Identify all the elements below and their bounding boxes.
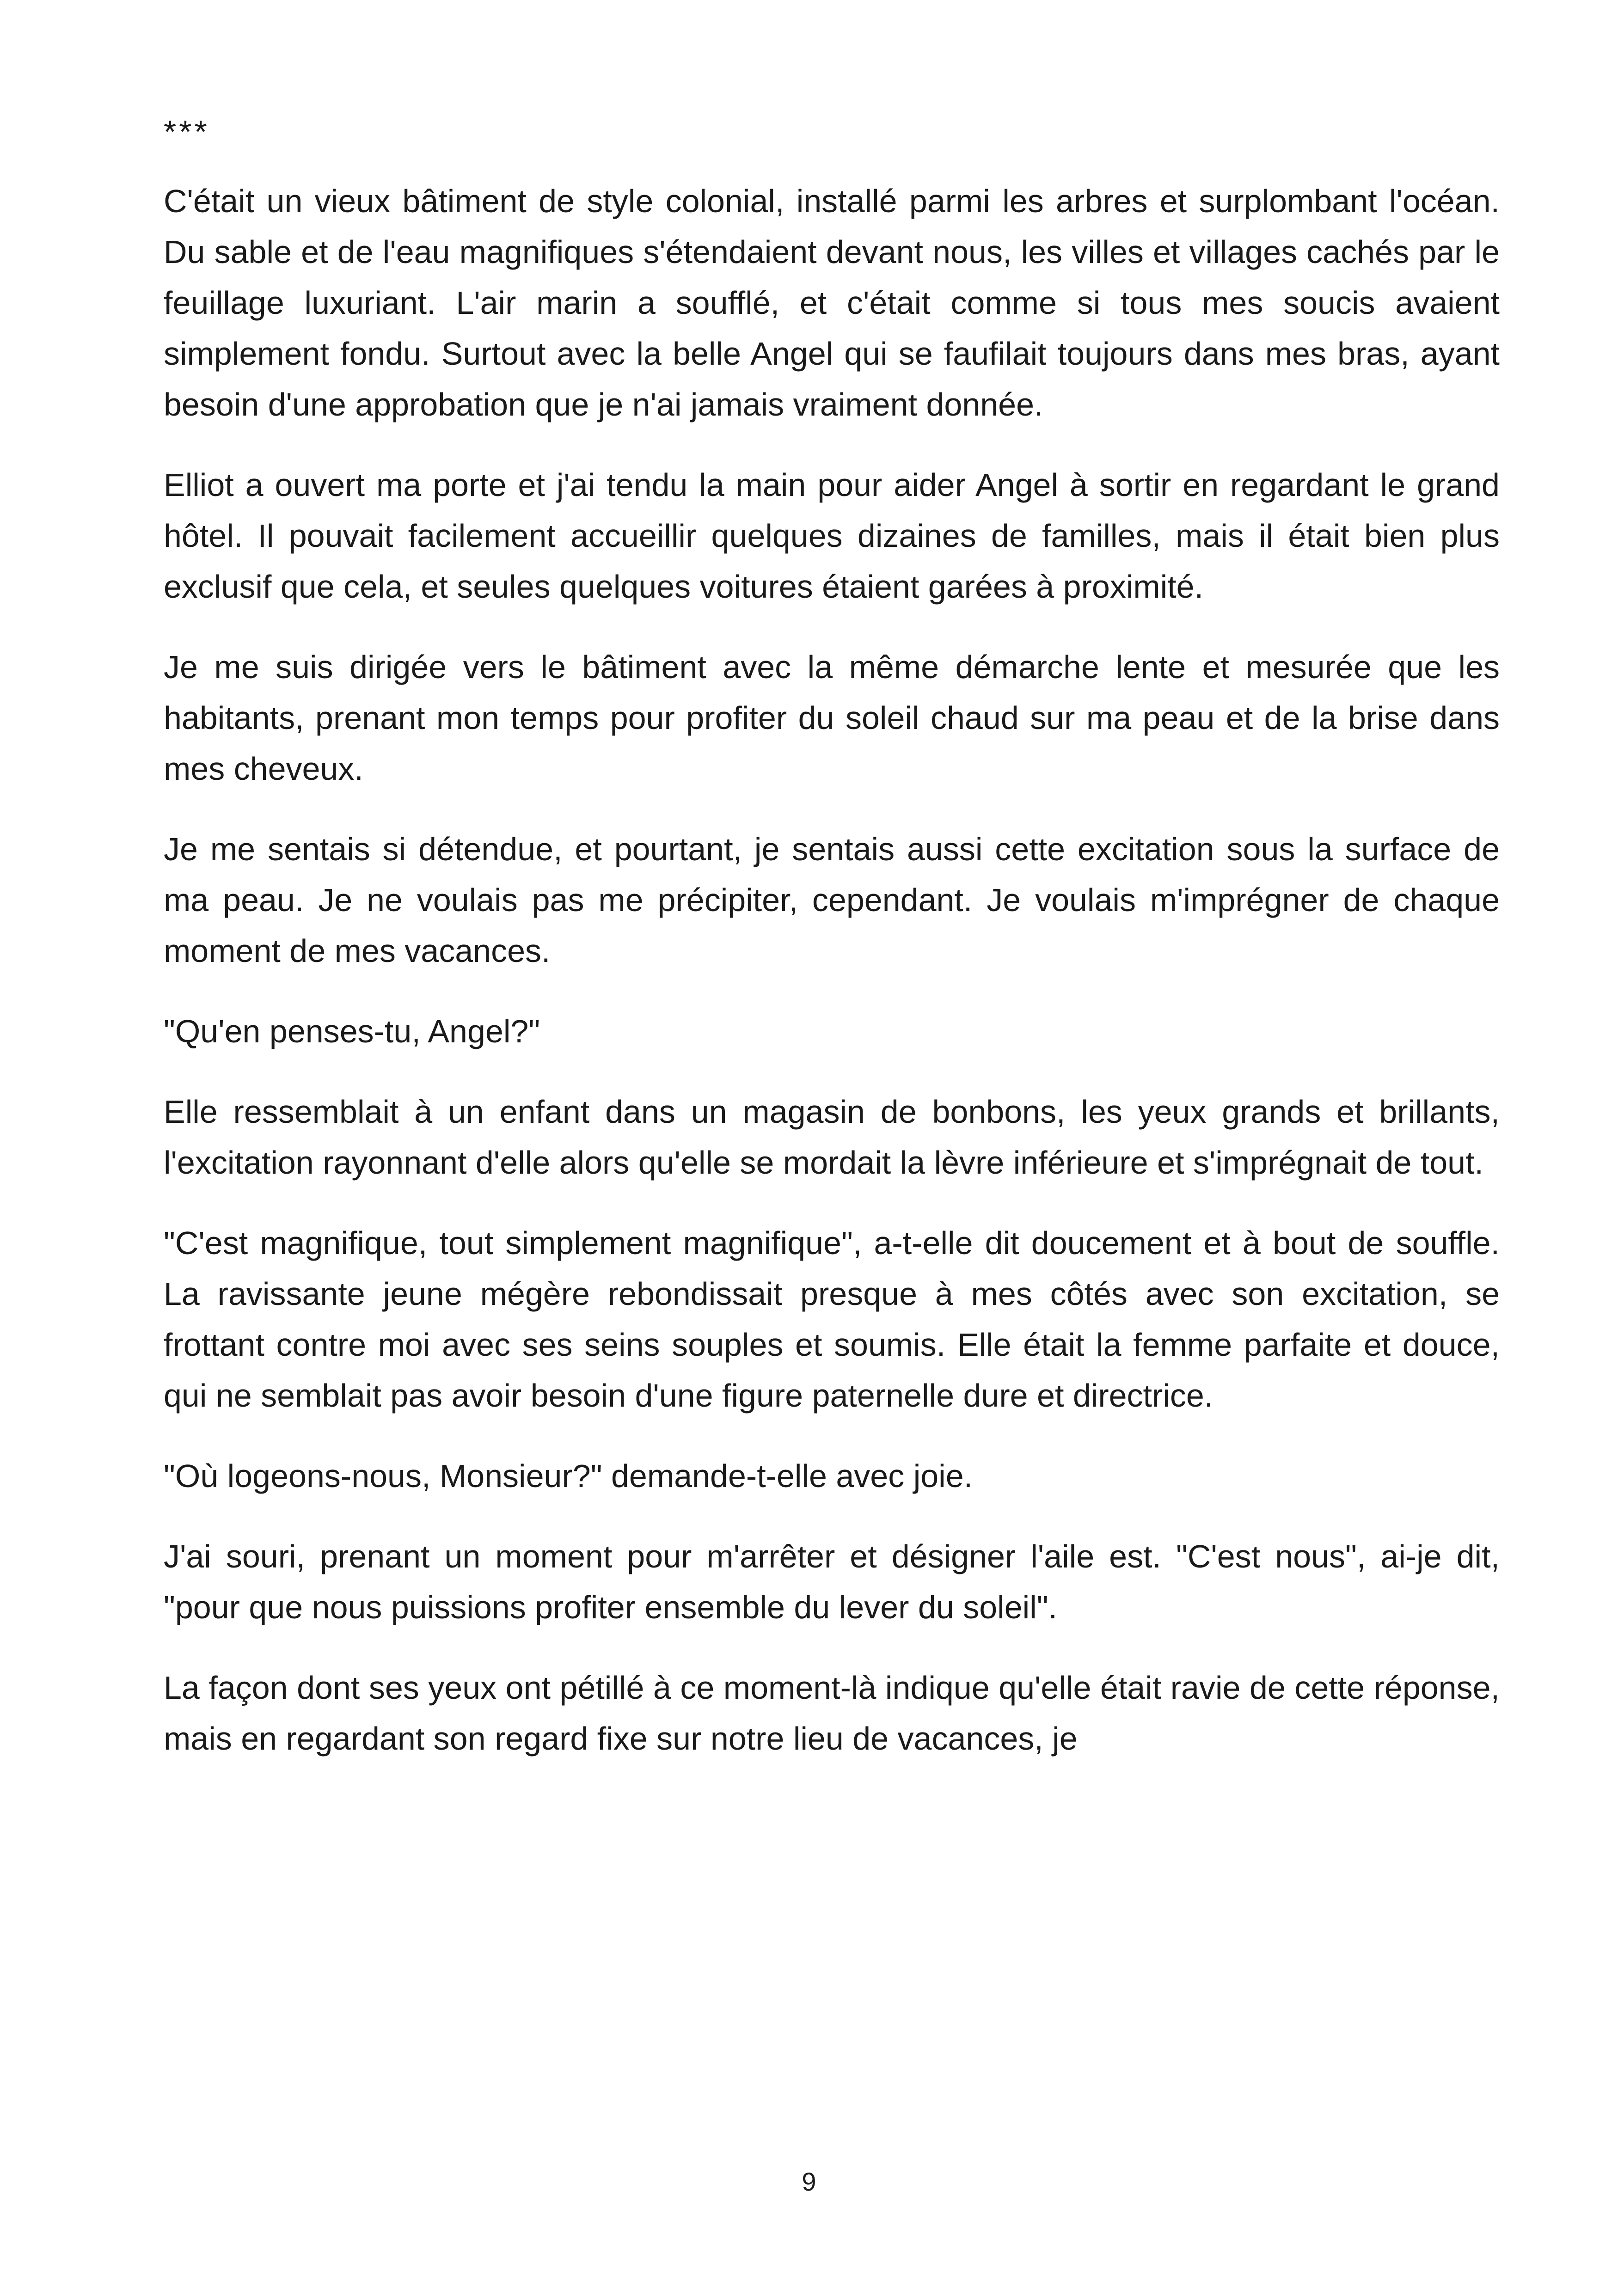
page-number: 9 xyxy=(802,2167,816,2196)
paragraph: J'ai souri, prenant un moment pour m'arrêter et désigner l'aile est. "C'est nous", ai-je dit, "pour que nous puissions profiter ensemble du lever du soleil". xyxy=(164,1538,1500,1625)
body-text xyxy=(164,106,1500,1794)
paragraph: Je me suis dirigée vers le bâtiment avec la même démarche lente et mesurée que les habitants, prenant mon temps pour profiter du soleil chaud sur ma peau et de la brise dans mes cheveux. xyxy=(164,649,1500,787)
paragraph: Elliot a ouvert ma porte et j'ai tendu la main pour aider Angel à sortir en regardant le grand hôtel. Il pouvait facilement accueillir quelques dizaines de familles, mais il était bien plus exclusif que cela, et seules quelques voitures étaient garées à proximité. xyxy=(164,467,1500,605)
paragraph: Je me sentais si détendue, et pourtant, je sentais aussi cette excitation sous la surface de ma peau. Je ne voulais pas me précipiter, cependant. Je voulais m'imprégner de chaque moment de mes vacances. xyxy=(164,831,1500,969)
dialogue-line: "Qu'en penses-tu, Angel?" xyxy=(164,1013,540,1049)
section-separator: *** xyxy=(164,114,210,150)
paragraph: "C'est magnifique, tout simplement magnifique", a-t-elle dit doucement et à bout de souffle. La ravissante jeune mégère rebondissait presque à mes côtés avec son excitation, se frottant contre moi avec ses seins souples et soumis. Elle était la femme parfaite et douce, qui ne semblait pas avoir besoin d'une figure paternelle dure et directrice. xyxy=(164,1225,1500,1414)
paragraph: La façon dont ses yeux ont pétillé à ce moment-là indique qu'elle était ravie de cette réponse, mais en regardant son regard fixe sur notre lieu de vacances, je xyxy=(164,1670,1500,1757)
paragraph: Elle ressemblait à un enfant dans un magasin de bonbons, les yeux grands et brillants, l'excitation rayonnant d'elle alors qu'elle se mordait la lèvre inférieure et s'imprégnait de tout. xyxy=(164,1094,1500,1181)
paragraph: C'était un vieux bâtiment de style colonial, installé parmi les arbres et surplombant l'océan. Du sable et de l'eau magnifiques s'étendaient devant nous, les villes et villages cachés par le feuillage luxuriant. L'air marin a soufflé, et c'était comme si tous mes soucis avaient simplement fondu. Surtout avec la belle Angel qui se faufilait toujours dans mes bras, ayant besoin d'une approbation que je n'ai jamais vraiment donnée. xyxy=(164,183,1500,422)
dialogue-line: "Où logeons-nous, Monsieur?" demande-t-elle avec joie. xyxy=(164,1458,973,1494)
